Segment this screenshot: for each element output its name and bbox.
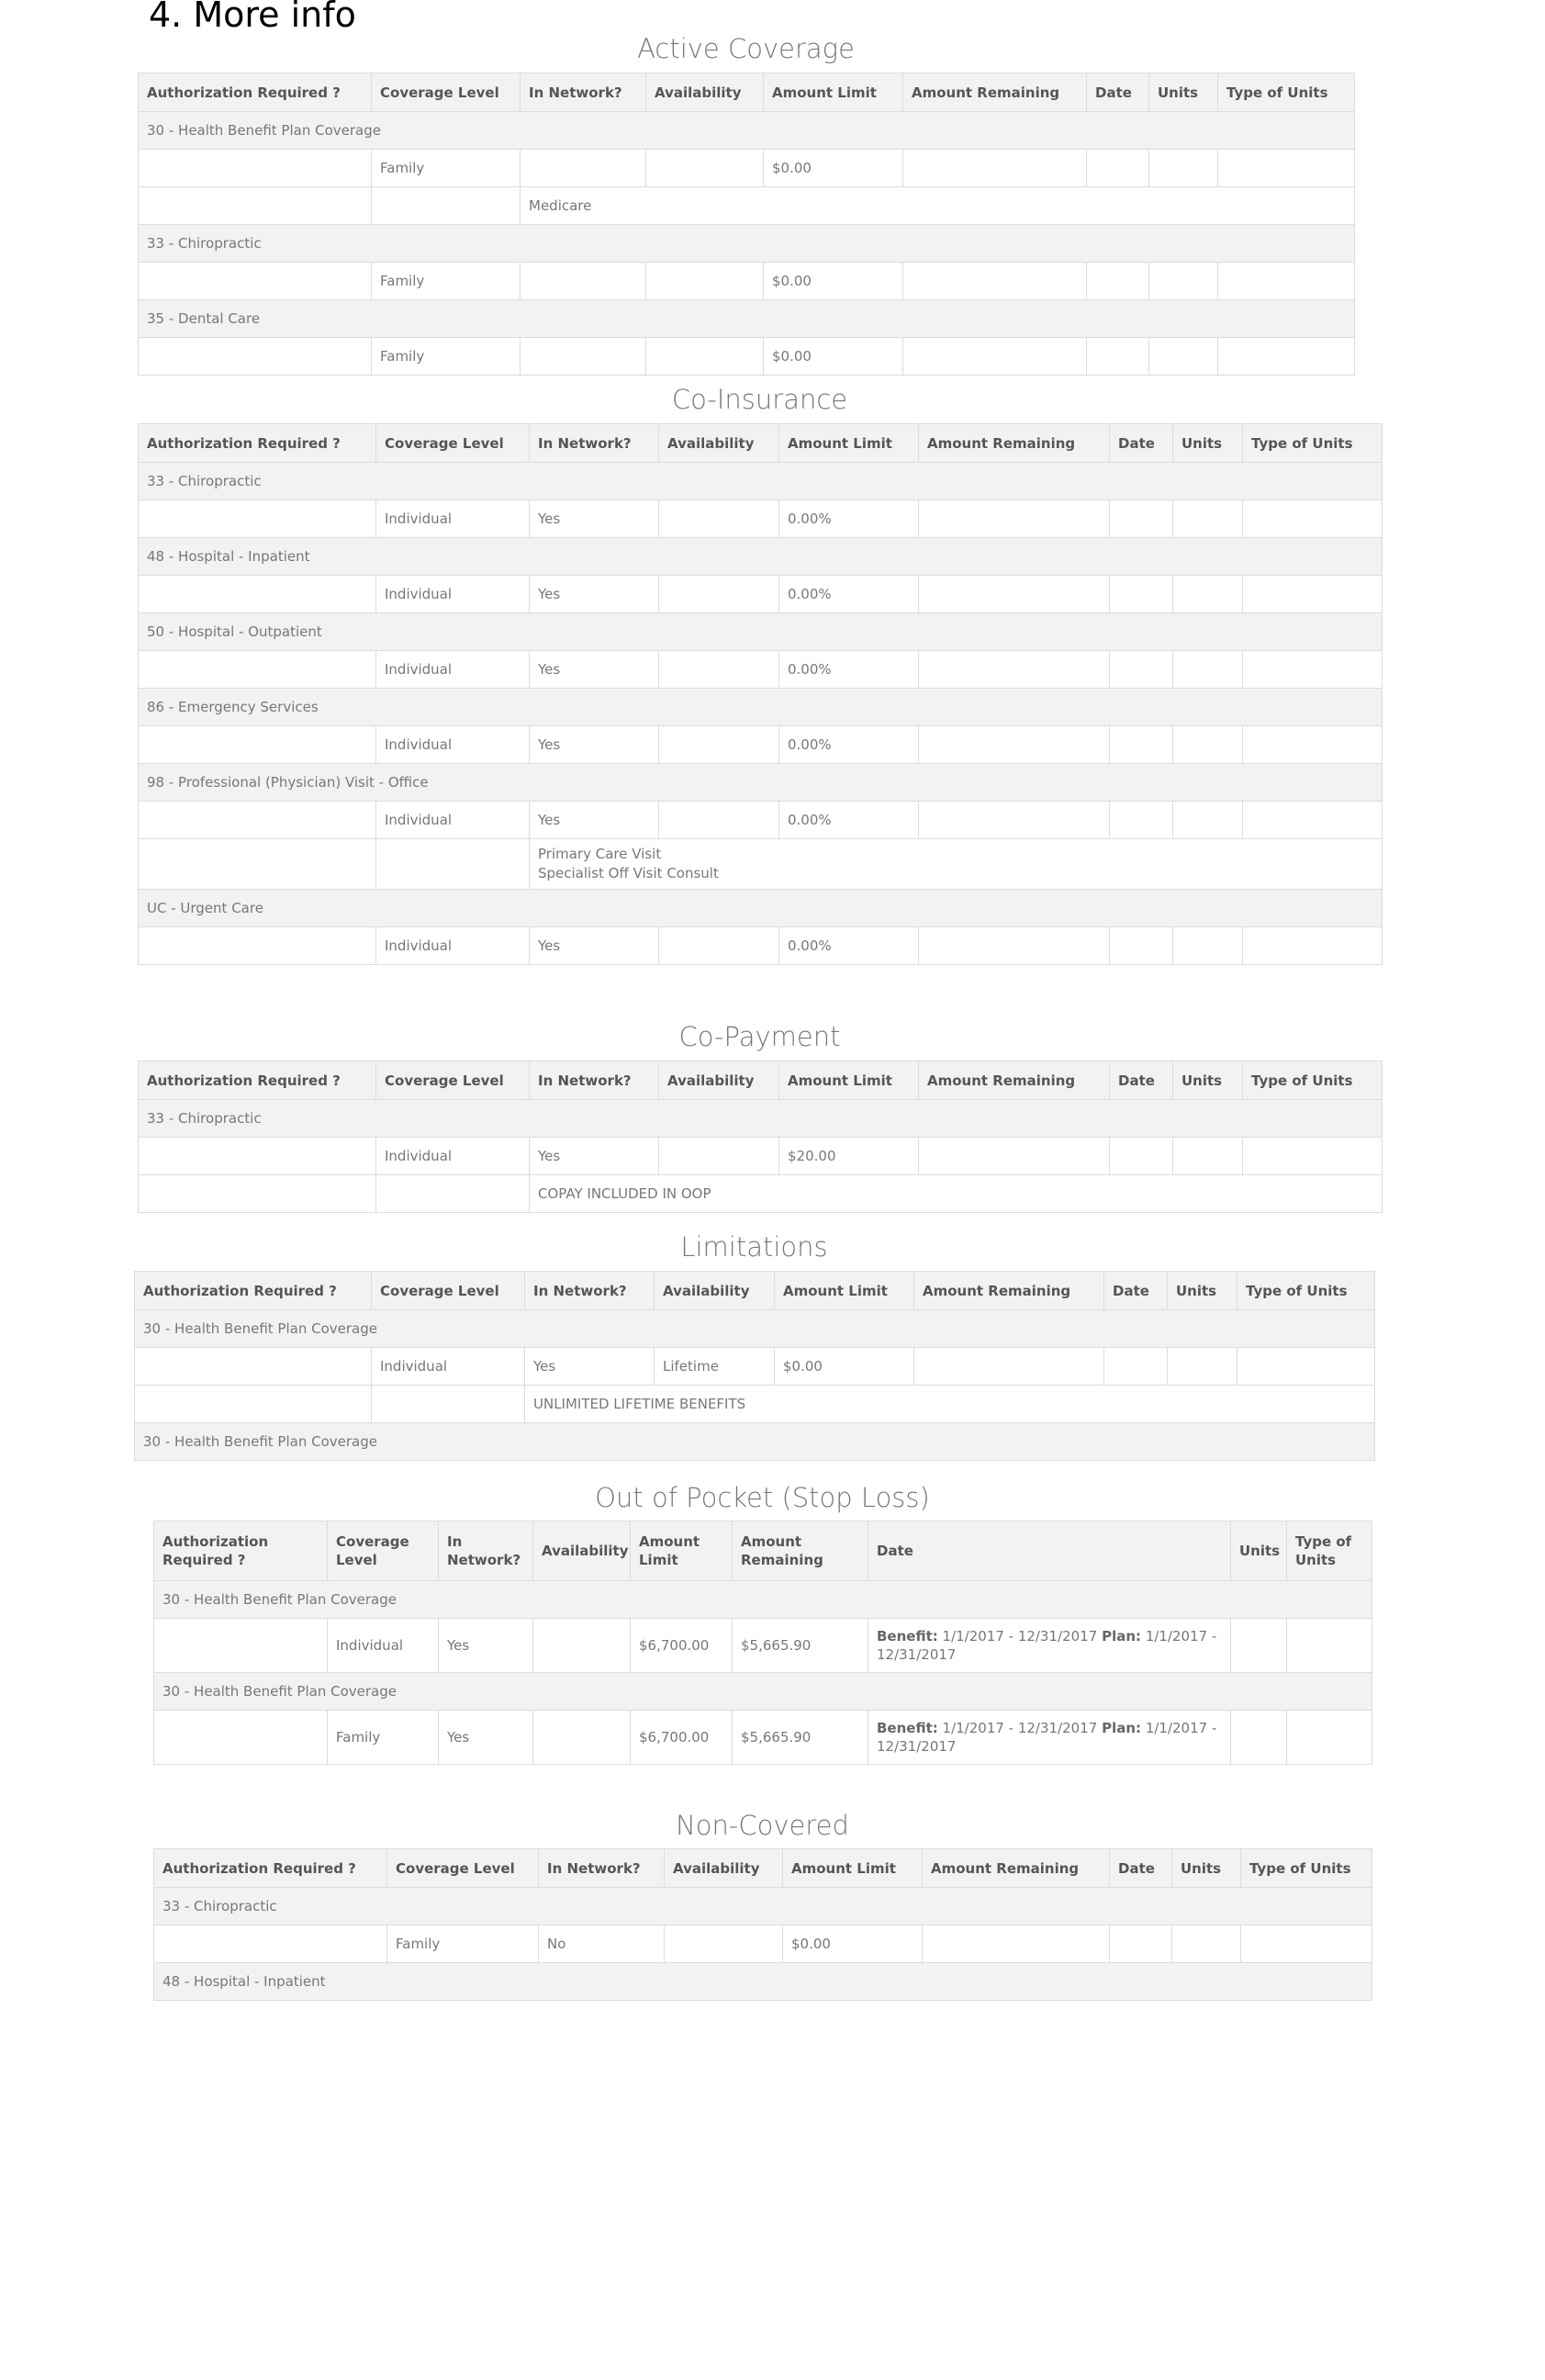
cell-date	[1087, 150, 1149, 187]
date-benefit: 1/1/2017 - 12/31/2017	[942, 1628, 1098, 1645]
cell-authorization-required	[154, 1925, 387, 1963]
category-row	[139, 225, 1355, 263]
cell-availability	[659, 651, 779, 689]
column-header-coverage-level[interactable]: Coverage Level	[376, 1061, 530, 1100]
category-row	[139, 300, 1355, 338]
cell-amount-remaining	[919, 726, 1110, 764]
cell-in-network: Yes	[530, 500, 659, 538]
column-header-date[interactable]: Date	[1110, 1061, 1173, 1100]
coverage-table	[138, 423, 1383, 965]
column-header-units[interactable]: Units	[1172, 1849, 1241, 1888]
column-header-amount-remaining[interactable]: Amount Remaining	[903, 73, 1087, 112]
column-header-availability[interactable]: Availability	[659, 1061, 779, 1100]
cell-date	[1110, 802, 1173, 839]
empty-cell	[139, 187, 372, 225]
cell-availability	[665, 1925, 783, 1963]
date-benefit-label: Benefit:	[877, 1720, 938, 1736]
cell-amount-limit: $0.00	[764, 338, 903, 376]
column-header-amount-limit[interactable]: Amount Limit	[631, 1521, 733, 1581]
cell-in-network: Yes	[530, 576, 659, 613]
column-header-availability[interactable]: Availability	[655, 1272, 775, 1310]
category-label: 48 - Hospital - Inpatient	[139, 538, 1383, 576]
category-label: 33 - Chiropractic	[154, 1888, 1372, 1925]
cell-coverage-level: Family	[372, 150, 521, 187]
category-label: 30 - Health Benefit Plan Coverage	[135, 1310, 1375, 1348]
cell-in-network	[521, 338, 646, 376]
empty-cell	[372, 1386, 525, 1423]
cell-availability	[659, 726, 779, 764]
cell-units	[1173, 651, 1243, 689]
category-label: 33 - Chiropractic	[139, 1100, 1383, 1138]
table-row	[139, 263, 1355, 300]
note-row	[139, 839, 1383, 890]
cell-authorization-required	[139, 150, 372, 187]
cell-amount-remaining	[919, 1138, 1110, 1175]
cell-in-network: Yes	[530, 927, 659, 965]
cell-units	[1173, 500, 1243, 538]
cell-amount-limit: 0.00%	[779, 500, 919, 538]
category-label: 48 - Hospital - Inpatient	[154, 1963, 1372, 2001]
cell-amount-remaining: $5,665.90	[733, 1619, 868, 1673]
cell-availability	[659, 1138, 779, 1175]
cell-amount-remaining	[903, 263, 1087, 300]
category-row	[135, 1423, 1375, 1461]
cell-type-of-units	[1243, 1138, 1383, 1175]
category-label: 30 - Health Benefit Plan Coverage	[139, 112, 1355, 150]
cell-in-network: Yes	[530, 1138, 659, 1175]
category-row	[139, 689, 1383, 726]
cell-amount-limit: 0.00%	[779, 802, 919, 839]
cell-amount-remaining	[919, 500, 1110, 538]
coverage-table	[138, 73, 1355, 376]
column-header-date[interactable]: Date	[1110, 1849, 1172, 1888]
column-header-date[interactable]: Date	[1110, 424, 1173, 463]
note-line: Specialist Off Visit Consult	[538, 865, 719, 881]
column-header-units[interactable]: Units	[1168, 1272, 1237, 1310]
cell-authorization-required	[139, 500, 376, 538]
cell-amount-remaining: $5,665.90	[733, 1711, 868, 1765]
section-title: Non-Covered	[676, 1810, 849, 1841]
table-row	[154, 1925, 1372, 1963]
date-benefit-label: Benefit:	[877, 1628, 938, 1645]
empty-cell	[135, 1386, 372, 1423]
date-plan: 1/1/2017 - 12/31/2017	[877, 1628, 1217, 1663]
table-row	[139, 576, 1383, 613]
cell-availability	[533, 1711, 631, 1765]
cell-units	[1168, 1348, 1237, 1386]
cell-date	[1110, 576, 1173, 613]
cell-units	[1231, 1711, 1287, 1765]
table-row	[154, 1619, 1372, 1673]
cell-coverage-level: Individual	[376, 500, 530, 538]
cell-date	[1110, 726, 1173, 764]
cell-amount-limit: $0.00	[775, 1348, 914, 1386]
column-header-authorization-required[interactable]: Authorization Required ?	[154, 1521, 328, 1581]
empty-cell	[376, 1175, 530, 1213]
cell-type-of-units	[1243, 651, 1383, 689]
column-header-type-of-units[interactable]: Type of Units	[1243, 424, 1383, 463]
category-row	[139, 613, 1383, 651]
cell-availability	[659, 927, 779, 965]
cell-amount-limit: 0.00%	[779, 651, 919, 689]
category-label: 33 - Chiropractic	[139, 463, 1383, 500]
note-text: COPAY INCLUDED IN OOP	[530, 1175, 1383, 1213]
cell-amount-remaining	[919, 927, 1110, 965]
cell-authorization-required	[154, 1619, 328, 1673]
cell-availability	[646, 338, 764, 376]
cell-units	[1231, 1619, 1287, 1673]
coverage-table	[153, 1848, 1372, 2001]
category-row	[139, 538, 1383, 576]
cell-coverage-level: Individual	[376, 576, 530, 613]
column-header-in-network[interactable]: In Network?	[530, 424, 659, 463]
note-row	[139, 1175, 1383, 1213]
cell-type-of-units	[1218, 338, 1355, 376]
section-title: Limitations	[680, 1231, 828, 1263]
category-label: 35 - Dental Care	[139, 300, 1355, 338]
cell-type-of-units	[1287, 1619, 1372, 1673]
cell-in-network: Yes	[525, 1348, 655, 1386]
cell-units	[1149, 263, 1218, 300]
cell-type-of-units	[1243, 726, 1383, 764]
category-label: UC - Urgent Care	[139, 890, 1383, 927]
cell-coverage-level: Family	[328, 1711, 439, 1765]
column-header-in-network[interactable]: In Network?	[530, 1061, 659, 1100]
cell-date	[1087, 338, 1149, 376]
coverage-table	[153, 1521, 1372, 1765]
cell-in-network: Yes	[439, 1619, 533, 1673]
table-row	[139, 726, 1383, 764]
category-label: 33 - Chiropractic	[139, 225, 1355, 263]
cell-units	[1173, 802, 1243, 839]
cell-amount-remaining	[914, 1348, 1104, 1386]
cell-units	[1173, 726, 1243, 764]
table-row	[139, 802, 1383, 839]
cell-coverage-level: Individual	[372, 1348, 525, 1386]
empty-cell	[376, 839, 530, 890]
category-label: 50 - Hospital - Outpatient	[139, 613, 1383, 651]
column-header-coverage-level[interactable]: Coverage Level	[328, 1521, 439, 1581]
cell-availability	[646, 263, 764, 300]
category-row	[139, 890, 1383, 927]
cell-type-of-units	[1237, 1348, 1375, 1386]
page-heading: 4. More info	[149, 0, 356, 35]
column-header-in-network[interactable]: In Network?	[439, 1521, 533, 1581]
column-header-amount-remaining[interactable]: Amount Remaining	[919, 424, 1110, 463]
date-plan: 1/1/2017 - 12/31/2017	[877, 1720, 1217, 1755]
category-row	[154, 1963, 1372, 2001]
cell-amount-limit: $6,700.00	[631, 1619, 733, 1673]
cell-date	[1110, 1925, 1172, 1963]
cell-amount-limit: 0.00%	[779, 576, 919, 613]
cell-amount-limit: 0.00%	[779, 927, 919, 965]
cell-availability	[659, 576, 779, 613]
cell-amount-limit: $0.00	[764, 263, 903, 300]
table-row	[139, 927, 1383, 965]
table-row	[135, 1348, 1375, 1386]
cell-amount-remaining	[903, 150, 1087, 187]
category-row	[139, 112, 1355, 150]
cell-type-of-units	[1287, 1711, 1372, 1765]
cell-amount-remaining	[919, 651, 1110, 689]
cell-units	[1172, 1925, 1241, 1963]
cell-in-network	[521, 263, 646, 300]
category-row	[154, 1581, 1372, 1619]
cell-in-network: Yes	[530, 726, 659, 764]
category-row	[135, 1310, 1375, 1348]
cell-availability: Lifetime	[655, 1348, 775, 1386]
cell-type-of-units	[1243, 576, 1383, 613]
cell-units	[1173, 927, 1243, 965]
cell-type-of-units	[1243, 802, 1383, 839]
category-row	[139, 764, 1383, 802]
table-row	[139, 1138, 1383, 1175]
cell-date	[1110, 927, 1173, 965]
column-header-coverage-level[interactable]: Coverage Level	[376, 424, 530, 463]
cell-in-network: Yes	[530, 802, 659, 839]
column-header-units[interactable]: Units	[1173, 1061, 1243, 1100]
column-header-authorization-required[interactable]: Authorization Required ?	[139, 1061, 376, 1100]
cell-type-of-units	[1241, 1925, 1372, 1963]
empty-cell	[372, 187, 521, 225]
cell-date	[1110, 500, 1173, 538]
cell-units	[1173, 1138, 1243, 1175]
cell-in-network: Yes	[530, 651, 659, 689]
cell-date	[868, 1619, 1231, 1673]
category-label: 30 - Health Benefit Plan Coverage	[154, 1673, 1372, 1711]
note-text: Medicare	[521, 187, 1355, 225]
column-header-date[interactable]: Date	[868, 1521, 1231, 1581]
column-header-type-of-units[interactable]: Type of Units	[1241, 1849, 1372, 1888]
cell-authorization-required	[139, 576, 376, 613]
cell-amount-limit: $0.00	[764, 150, 903, 187]
column-header-amount-remaining[interactable]: Amount Remaining	[923, 1849, 1110, 1888]
cell-in-network: No	[539, 1925, 665, 1963]
column-header-authorization-required[interactable]: Authorization Required ?	[135, 1272, 372, 1310]
cell-date	[1104, 1348, 1168, 1386]
cell-coverage-level: Individual	[376, 651, 530, 689]
column-header-units[interactable]: Units	[1149, 73, 1218, 112]
column-header-in-network[interactable]: In Network?	[525, 1272, 655, 1310]
column-header-amount-remaining[interactable]: Amount Remaining	[914, 1272, 1104, 1310]
cell-units	[1149, 150, 1218, 187]
column-header-units[interactable]: Units	[1173, 424, 1243, 463]
column-header-authorization-required[interactable]: Authorization Required ?	[139, 73, 372, 112]
cell-type-of-units	[1218, 150, 1355, 187]
cell-date	[868, 1711, 1231, 1765]
column-header-units[interactable]: Units	[1231, 1521, 1287, 1581]
column-header-amount-limit[interactable]: Amount Limit	[779, 424, 919, 463]
cell-authorization-required	[139, 927, 376, 965]
cell-date	[1110, 1138, 1173, 1175]
cell-authorization-required	[139, 802, 376, 839]
column-header-in-network[interactable]: In Network?	[539, 1849, 665, 1888]
cell-units	[1149, 338, 1218, 376]
cell-coverage-level: Family	[372, 263, 521, 300]
column-header-amount-remaining[interactable]: Amount Remaining	[733, 1521, 868, 1581]
date-benefit: 1/1/2017 - 12/31/2017	[942, 1720, 1098, 1736]
cell-amount-limit: $6,700.00	[631, 1711, 733, 1765]
category-label: 30 - Health Benefit Plan Coverage	[135, 1423, 1375, 1461]
note-row	[139, 187, 1355, 225]
cell-amount-limit: $20.00	[779, 1138, 919, 1175]
cell-date	[1087, 263, 1149, 300]
category-row	[139, 463, 1383, 500]
column-header-coverage-level[interactable]: Coverage Level	[372, 73, 521, 112]
category-row	[154, 1888, 1372, 1925]
cell-type-of-units	[1218, 263, 1355, 300]
column-header-type-of-units[interactable]: Type of Units	[1237, 1272, 1375, 1310]
date-plan-label: Plan:	[1102, 1720, 1142, 1736]
cell-authorization-required	[139, 338, 372, 376]
column-header-amount-limit[interactable]: Amount Limit	[779, 1061, 919, 1100]
category-label: 98 - Professional (Physician) Visit - Office	[139, 764, 1383, 802]
note-row	[135, 1386, 1375, 1423]
cell-authorization-required	[139, 726, 376, 764]
cell-in-network	[521, 150, 646, 187]
cell-type-of-units	[1243, 927, 1383, 965]
category-row	[139, 1100, 1383, 1138]
cell-amount-limit: $0.00	[783, 1925, 923, 1963]
column-header-amount-limit[interactable]: Amount Limit	[783, 1849, 923, 1888]
cell-authorization-required	[139, 263, 372, 300]
cell-coverage-level: Individual	[376, 726, 530, 764]
cell-coverage-level: Family	[372, 338, 521, 376]
cell-authorization-required	[139, 1138, 376, 1175]
empty-cell	[139, 1175, 376, 1213]
cell-amount-remaining	[923, 1925, 1110, 1963]
cell-amount-limit: 0.00%	[779, 726, 919, 764]
table-row	[154, 1711, 1372, 1765]
cell-amount-remaining	[919, 576, 1110, 613]
cell-authorization-required	[135, 1348, 372, 1386]
column-header-amount-remaining[interactable]: Amount Remaining	[919, 1061, 1110, 1100]
column-header-date[interactable]: Date	[1104, 1272, 1168, 1310]
category-label: 30 - Health Benefit Plan Coverage	[154, 1581, 1372, 1619]
column-header-authorization-required[interactable]: Authorization Required ?	[139, 424, 376, 463]
column-header-availability[interactable]: Availability	[646, 73, 764, 112]
empty-cell	[139, 839, 376, 890]
column-header-coverage-level[interactable]: Coverage Level	[372, 1272, 525, 1310]
column-header-authorization-required[interactable]: Authorization Required ?	[154, 1849, 387, 1888]
column-header-amount-limit[interactable]: Amount Limit	[775, 1272, 914, 1310]
cell-coverage-level: Individual	[376, 1138, 530, 1175]
cell-coverage-level: Individual	[328, 1619, 439, 1673]
section-title: Out of Pocket (Stop Loss)	[595, 1482, 930, 1513]
note-text	[530, 839, 1383, 890]
coverage-table	[138, 1061, 1383, 1213]
cell-units	[1173, 576, 1243, 613]
cell-coverage-level: Individual	[376, 927, 530, 965]
note-line: Primary Care Visit	[538, 846, 662, 862]
cell-availability	[533, 1619, 631, 1673]
cell-availability	[659, 500, 779, 538]
cell-availability	[659, 802, 779, 839]
table-row	[139, 338, 1355, 376]
section-title: Active Coverage	[637, 33, 855, 64]
column-header-type-of-units[interactable]: Type of Units	[1287, 1521, 1372, 1581]
column-header-amount-limit[interactable]: Amount Limit	[764, 73, 903, 112]
cell-availability	[646, 150, 764, 187]
column-header-availability[interactable]: Availability	[533, 1521, 631, 1581]
column-header-coverage-level[interactable]: Coverage Level	[387, 1849, 539, 1888]
table-row	[139, 150, 1355, 187]
table-row	[139, 500, 1383, 538]
section-title: Co-Payment	[678, 1021, 841, 1052]
column-header-availability[interactable]: Availability	[659, 424, 779, 463]
cell-coverage-level: Individual	[376, 802, 530, 839]
cell-coverage-level: Family	[387, 1925, 539, 1963]
cell-in-network: Yes	[439, 1711, 533, 1765]
cell-type-of-units	[1243, 500, 1383, 538]
table-row	[139, 651, 1383, 689]
section-title: Co-Insurance	[671, 384, 848, 415]
column-header-type-of-units[interactable]: Type of Units	[1218, 73, 1355, 112]
cell-amount-remaining	[919, 802, 1110, 839]
column-header-type-of-units[interactable]: Type of Units	[1243, 1061, 1383, 1100]
coverage-table	[134, 1271, 1375, 1461]
category-label: 86 - Emergency Services	[139, 689, 1383, 726]
cell-amount-remaining	[903, 338, 1087, 376]
category-row	[154, 1673, 1372, 1711]
cell-authorization-required	[139, 651, 376, 689]
column-header-in-network[interactable]: In Network?	[521, 73, 646, 112]
column-header-availability[interactable]: Availability	[665, 1849, 783, 1888]
date-plan-label: Plan:	[1102, 1628, 1142, 1645]
cell-date	[1110, 651, 1173, 689]
column-header-date[interactable]: Date	[1087, 73, 1149, 112]
cell-authorization-required	[154, 1711, 328, 1765]
note-text: UNLIMITED LIFETIME BENEFITS	[525, 1386, 1375, 1423]
